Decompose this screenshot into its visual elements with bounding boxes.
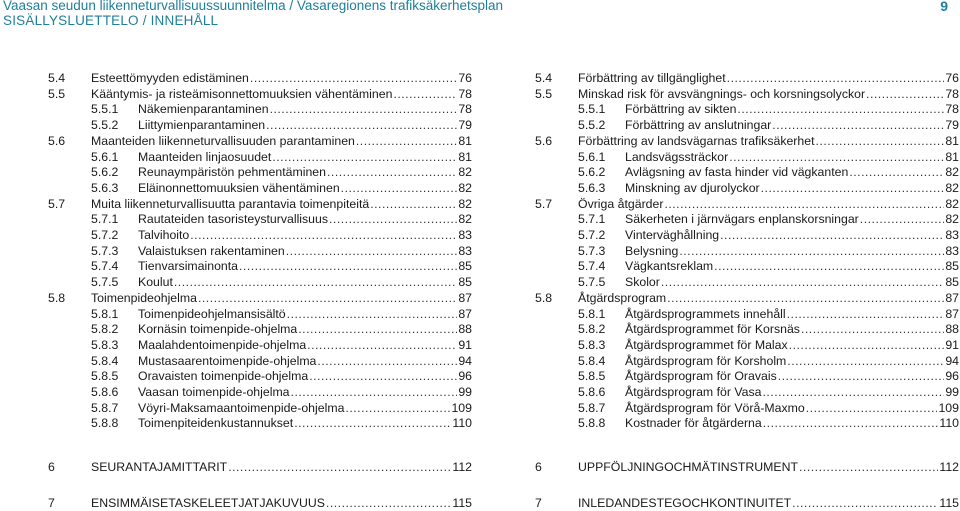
toc-entry-label: Åtgärdsprogram för Korsholm: [625, 353, 787, 368]
toc-entry-number: 5.7.1: [91, 212, 119, 227]
toc-entry-number: 5.8.3: [91, 337, 119, 352]
toc-entry[interactable]: [535, 180, 959, 196]
toc-entry[interactable]: [48, 384, 472, 400]
toc-entry-label: SEURANTAJAMITTARIT: [91, 460, 228, 474]
toc-entry-label: Förbättring av tillgänglighet: [578, 71, 726, 85]
toc-entry-number: 5.7.2: [91, 228, 119, 242]
toc-entry-page: 109: [451, 400, 472, 415]
toc-entry-page: 83: [945, 228, 959, 242]
toc-entry[interactable]: [535, 133, 959, 149]
toc-entry-label: Åtgärdsprogram för Oravais: [625, 369, 777, 384]
dot-leader: [309, 368, 457, 384]
toc-entry[interactable]: [48, 337, 472, 353]
toc-entry-label: Avlägsning av fasta hinder vid vägkanten: [625, 165, 849, 180]
toc-entry-label: ENSIMMÄISETASKELEETJATJAKUVUUS: [91, 496, 325, 510]
toc-entry[interactable]: [48, 133, 472, 149]
toc-entry[interactable]: [535, 306, 959, 322]
toc-entry[interactable]: [535, 149, 959, 165]
dot-leader: [341, 180, 458, 196]
toc-entry-page: 94: [458, 353, 472, 368]
dot-leader: [763, 415, 939, 431]
toc-entry-label: Åtgärdsprogrammet för Korsnäs: [625, 322, 800, 337]
toc-entry[interactable]: [48, 258, 472, 274]
toc-entry-page: 82: [945, 212, 959, 227]
toc-entry-number: 5.7.3: [578, 243, 606, 258]
toc-entry-number: 5.7.5: [578, 275, 606, 290]
toc-entry-page: 79: [945, 118, 959, 133]
toc-entry-label: Maanteiden linjaosuudet: [138, 149, 272, 164]
dot-leader: [317, 353, 457, 369]
dot-leader: [761, 180, 945, 196]
toc-entry[interactable]: [535, 211, 959, 227]
toc-entry[interactable]: [535, 368, 959, 384]
toc-entry-number: 7: [48, 496, 55, 510]
toc-entry-page: 82: [458, 165, 472, 180]
toc-entry[interactable]: [48, 196, 472, 212]
toc-entry-page: 115: [452, 496, 472, 510]
toc-entry[interactable]: [48, 353, 472, 369]
toc-entry-number: 5.7.3: [91, 243, 119, 258]
dot-leader: [866, 86, 944, 102]
toc-entry-number: 6: [48, 460, 55, 474]
toc-entry-page: 87: [458, 290, 472, 305]
toc-entry-page: 94: [945, 353, 959, 368]
toc-entry-page: 76: [458, 71, 472, 85]
toc-entry[interactable]: [48, 459, 472, 475]
toc-entry-number: 5.8: [48, 290, 66, 305]
toc-entry-label: Åtgärdsprogrammet för Malax: [625, 337, 788, 352]
toc-entry-number: 6: [535, 460, 542, 474]
toc-entry[interactable]: [48, 227, 472, 243]
dot-leader: [287, 306, 458, 322]
dot-leader: [787, 306, 945, 322]
toc-entry[interactable]: [535, 101, 959, 117]
dot-leader: [860, 211, 945, 227]
dot-leader: [679, 243, 944, 259]
dot-leader: [664, 196, 944, 212]
section-title: SISÄLLYSLUETTELO / INNEHÅLL: [3, 13, 219, 28]
dot-leader: [799, 459, 938, 475]
toc-entry-label: Näkemienparantaminen: [138, 102, 269, 117]
toc-entry-number: 5.6: [48, 133, 66, 148]
toc-entry[interactable]: [48, 400, 472, 416]
toc-entry-number: 5.6.3: [578, 180, 606, 195]
toc-entry[interactable]: [535, 164, 959, 180]
toc-entry[interactable]: [535, 415, 959, 431]
toc-entry-label: Förbättring av landsvägarnas trafiksäkerhet: [578, 133, 815, 148]
dot-leader: [307, 337, 457, 353]
toc-entry-label: Rautateiden tasoristeysturvallisuus: [138, 212, 329, 227]
toc-entry-label: Kostnader för åtgärderna: [625, 416, 762, 431]
toc-entry-number: 5.8.2: [578, 322, 606, 337]
toc-entry-label: Skolor: [625, 275, 660, 290]
toc-entry-label: Landsvägssträckor: [625, 149, 729, 164]
toc-entry-number: 5.6: [535, 133, 553, 148]
toc-entry-label: Belysning: [625, 243, 679, 258]
dot-leader: [667, 290, 944, 306]
toc-entry[interactable]: [48, 495, 472, 511]
toc-entry-label: Övriga åtgärder: [578, 196, 664, 211]
toc-entry-label: Maalahdentoimenpide-ohjelma: [138, 337, 307, 352]
toc-entry-label: Mustasaarentoimenpide-ohjelma: [138, 353, 317, 368]
toc-entry-page: 82: [458, 212, 472, 227]
toc-entry-page: 81: [458, 133, 472, 148]
toc-entry[interactable]: [535, 459, 959, 475]
toc-entry-label: Oravaisten toimenpide-ohjelma: [138, 369, 309, 384]
toc-entry-page: 99: [945, 385, 959, 399]
dot-leader: [714, 258, 944, 274]
toc-entry[interactable]: [535, 227, 959, 243]
toc-entry[interactable]: [48, 117, 472, 133]
toc-entry-page: 81: [458, 149, 472, 164]
toc-entry-number: 5.7.4: [578, 259, 606, 274]
dot-leader: [772, 117, 944, 133]
dot-leader: [291, 384, 458, 400]
toc-entry[interactable]: [48, 164, 472, 180]
toc-entry-label: Vöyri-Maksamaantoimenpide-ohjelma: [138, 400, 345, 415]
toc-entry-number: 5.7: [48, 196, 66, 211]
toc-entry-page: 99: [458, 385, 472, 399]
toc-entry-label: Minskad risk för avsvängnings- och korsningsolyckor: [578, 86, 866, 101]
dot-leader: [778, 368, 945, 384]
toc-entry-number: 5.7.4: [91, 259, 119, 274]
dot-leader: [720, 227, 944, 243]
toc-entry-label: Kääntymis- ja risteämisonnettomuuksien vähentäminen: [91, 86, 393, 101]
dot-leader: [729, 149, 944, 165]
toc-entry-label: Valaistuksen rakentaminen: [138, 243, 285, 258]
dot-leader: [356, 133, 457, 149]
toc-entry-page: 110: [452, 416, 472, 431]
toc-entry-number: 5.6.2: [578, 165, 606, 180]
toc-entry-page: 83: [458, 243, 472, 258]
toc-entry[interactable]: [535, 337, 959, 353]
dot-leader: [345, 400, 450, 416]
toc-entry-number: 5.5.2: [91, 118, 119, 133]
dot-leader: [393, 86, 457, 102]
dot-leader: [816, 133, 945, 149]
toc-entry-label: Säkerheten i järnvägars enplanskorsningar: [625, 212, 859, 227]
toc-entry[interactable]: [535, 495, 959, 511]
dot-leader: [326, 495, 451, 511]
toc-entry-number: 5.5.1: [91, 102, 119, 117]
toc-entry-number: 5.8.6: [91, 385, 119, 399]
toc-entry-number: 5.5: [535, 86, 553, 101]
toc-entry-label: UPPFÖLJNINGOCHMÄTINSTRUMENT: [578, 460, 798, 474]
toc-entry-number: 5.6.2: [91, 165, 119, 180]
toc-entry[interactable]: [48, 290, 472, 306]
toc-entry-number: 5.8.5: [91, 369, 119, 384]
toc-entry-page: 110: [939, 416, 959, 431]
toc-entry-number: 5.6.1: [578, 149, 606, 164]
toc-entry-page: 87: [945, 290, 959, 305]
toc-entry-label: Åtgärdsprogrammets innehåll: [625, 306, 786, 321]
toc-entry-page: 85: [945, 275, 959, 290]
dot-leader: [737, 101, 944, 117]
toc-entry-label: Koulut: [138, 275, 173, 290]
dot-leader: [298, 321, 457, 337]
toc-entry[interactable]: [48, 211, 472, 227]
toc-entry-page: 83: [458, 228, 472, 242]
dot-leader: [239, 258, 457, 274]
toc-entry[interactable]: [535, 400, 959, 416]
toc-entry-number: 5.8.1: [578, 306, 606, 321]
toc-entry-number: 5.6.3: [91, 180, 119, 195]
dot-leader: [270, 101, 458, 117]
dot-leader: [661, 274, 944, 290]
toc-entry-label: Förbättring av anslutningar: [625, 118, 772, 133]
toc-entry-page: 78: [945, 102, 959, 117]
dot-leader: [286, 243, 458, 259]
toc-entry-number: 5.7.1: [578, 212, 606, 227]
dot-leader: [789, 337, 945, 353]
dot-leader: [849, 164, 944, 180]
toc-entry-page: 78: [458, 86, 472, 101]
dot-leader: [327, 164, 457, 180]
toc-entry[interactable]: [48, 415, 472, 431]
toc-entry-label: Reunaympäristön pehmentäminen: [138, 165, 326, 180]
toc-entry-label: Esteettömyyden edistäminen: [91, 71, 249, 85]
toc-entry-label: Åtgärdsprogram: [578, 290, 667, 305]
dot-leader: [250, 70, 457, 86]
toc-entry-label: Minskning av djurolyckor: [625, 180, 760, 195]
toc-entry-page: 109: [938, 400, 959, 415]
toc-entry[interactable]: [48, 149, 472, 165]
toc-entry-label: Muita liikenneturvallisuutta parantavia toimenpiteitä: [91, 196, 370, 211]
toc-entry-label: Toimenpiteidenkustannukset: [138, 416, 294, 431]
toc-entry-label: Talvihoito: [138, 228, 190, 242]
toc-entry-number: 5.7.2: [578, 228, 606, 242]
toc-entry[interactable]: [535, 70, 959, 86]
toc-entry-page: 112: [452, 460, 472, 474]
toc-entry-label: Toimenpideohjelma: [91, 290, 197, 305]
toc-entry-label: Åtgärdsprogram för Vasa: [625, 385, 762, 399]
toc-entry[interactable]: [535, 196, 959, 212]
toc-entry[interactable]: [48, 180, 472, 196]
toc-entry-label: INLEDANDESTEGOCHKONTINUITET: [578, 496, 792, 510]
toc-entry-number: 5.8.7: [578, 400, 606, 415]
toc-entry-label: Liittymienparantaminen: [138, 118, 266, 133]
toc-entry-number: 5.7.5: [91, 275, 119, 290]
toc-entry-label: Eläinonnettomuuksien vähentäminen: [138, 180, 340, 195]
toc-entry-number: 7: [535, 496, 542, 510]
dot-leader: [787, 353, 944, 369]
toc-entry[interactable]: [535, 290, 959, 306]
toc-entry-page: 85: [458, 259, 472, 274]
dot-leader: [801, 321, 944, 337]
toc-entry-page: 87: [945, 306, 959, 321]
document-title: Vaasan seudun liikenneturvallisuussuunnitelma / Vasaregionens trafiksäkerhetsplan: [3, 0, 504, 13]
dot-leader: [370, 196, 457, 212]
toc-entry-number: 5.8.8: [91, 416, 119, 431]
toc-entry-label: Vägkantsreklam: [625, 259, 714, 274]
dot-leader: [190, 227, 457, 243]
toc-entry-page: 82: [945, 196, 959, 211]
toc-entry-page: 81: [945, 149, 959, 164]
toc-entry-label: Vinterväghållning: [625, 228, 720, 242]
toc-entry-number: 5.5.1: [578, 102, 606, 117]
toc-entry-label: Vaasan toimenpide-ohjelma: [138, 385, 290, 399]
toc-entry-page: 91: [458, 337, 472, 352]
toc-entry-number: 5.8.8: [578, 416, 606, 431]
dot-leader: [266, 117, 457, 133]
toc-entry-page: 96: [945, 369, 959, 384]
toc-entry-number: 5.8.3: [578, 337, 606, 352]
toc-entry-page: 88: [458, 322, 472, 337]
toc-entry-label: Kornäsin toimenpide-ohjelma: [138, 322, 298, 337]
toc-entry[interactable]: [48, 274, 472, 290]
toc-entry-page: 112: [939, 460, 959, 474]
toc-entry-label: Åtgärdsprogram för Vörå-Maxmo: [625, 400, 805, 415]
toc-entry-number: 5.8.4: [578, 353, 606, 368]
toc-entry-label: Toimenpideohjelmansisältö: [138, 306, 286, 321]
toc-entry[interactable]: [48, 321, 472, 337]
dot-leader: [174, 274, 457, 290]
toc-entry-page: 85: [458, 275, 472, 290]
toc-entry[interactable]: [535, 258, 959, 274]
toc-entry[interactable]: [535, 243, 959, 259]
toc-entry-page: 82: [458, 180, 472, 195]
toc-entry-number: 5.8.7: [91, 400, 119, 415]
toc-entry-number: 5.8.5: [578, 369, 606, 384]
toc-entry[interactable]: [48, 70, 472, 86]
toc-entry-page: 82: [945, 180, 959, 195]
toc-entry-page: 96: [458, 369, 472, 384]
toc-entry-number: 5.8: [535, 290, 553, 305]
toc-entry-number: 5.4: [535, 71, 553, 85]
dot-leader: [228, 459, 451, 475]
toc-entry[interactable]: [48, 368, 472, 384]
dot-leader: [727, 70, 945, 86]
dot-leader: [762, 384, 944, 400]
dot-leader: [792, 495, 938, 511]
toc-entry-number: 5.8.6: [578, 385, 606, 399]
toc-entry-number: 5.7: [535, 196, 553, 211]
toc-entry[interactable]: [535, 117, 959, 133]
toc-entry[interactable]: [48, 306, 472, 322]
toc-entry-page: 76: [945, 71, 959, 85]
toc-entry-page: 87: [458, 306, 472, 321]
dot-leader: [198, 290, 457, 306]
toc-entry[interactable]: [48, 243, 472, 259]
toc-entry-page: 79: [458, 118, 472, 133]
toc-entry-number: 5.5.2: [578, 118, 606, 133]
page-number: 9: [940, 0, 948, 14]
dot-leader: [272, 149, 457, 165]
toc-entry-number: 5.8.2: [91, 322, 119, 337]
toc-entry[interactable]: [535, 384, 959, 400]
toc-entry-page: 91: [945, 337, 959, 352]
toc-entry-number: 5.4: [48, 71, 66, 85]
toc-entry-number: 5.8.4: [91, 353, 119, 368]
page-header: [0, 0, 960, 30]
toc-entry-page: 82: [945, 165, 959, 180]
toc-entry[interactable]: [535, 321, 959, 337]
dot-leader: [329, 211, 457, 227]
toc-entry[interactable]: [535, 274, 959, 290]
toc-entry-number: 5.8.1: [91, 306, 119, 321]
toc-entry-page: 82: [458, 196, 472, 211]
toc-entry-label: Tienvarsimainonta: [138, 259, 239, 274]
toc-entry-page: 85: [945, 259, 959, 274]
toc-entry-page: 88: [945, 322, 959, 337]
toc-entry-number: 5.5: [48, 86, 66, 101]
dot-leader: [806, 400, 938, 416]
toc-entry-number: 5.6.1: [91, 149, 119, 164]
toc-entry[interactable]: [535, 86, 959, 102]
toc-entry-label: Maanteiden liikenneturvallisuuden parantaminen: [91, 133, 355, 148]
toc-entry-page: 81: [945, 133, 959, 148]
toc-entry[interactable]: [535, 353, 959, 369]
toc-entry-page: 83: [945, 243, 959, 258]
dot-leader: [294, 415, 451, 431]
toc-entry-page: 78: [945, 86, 959, 101]
toc-entry[interactable]: [48, 101, 472, 117]
toc-entry-page: 115: [939, 496, 959, 510]
toc-entry-page: 78: [458, 102, 472, 117]
toc-entry-label: Förbättring av sikten: [625, 102, 737, 117]
toc-entry[interactable]: [48, 86, 472, 102]
